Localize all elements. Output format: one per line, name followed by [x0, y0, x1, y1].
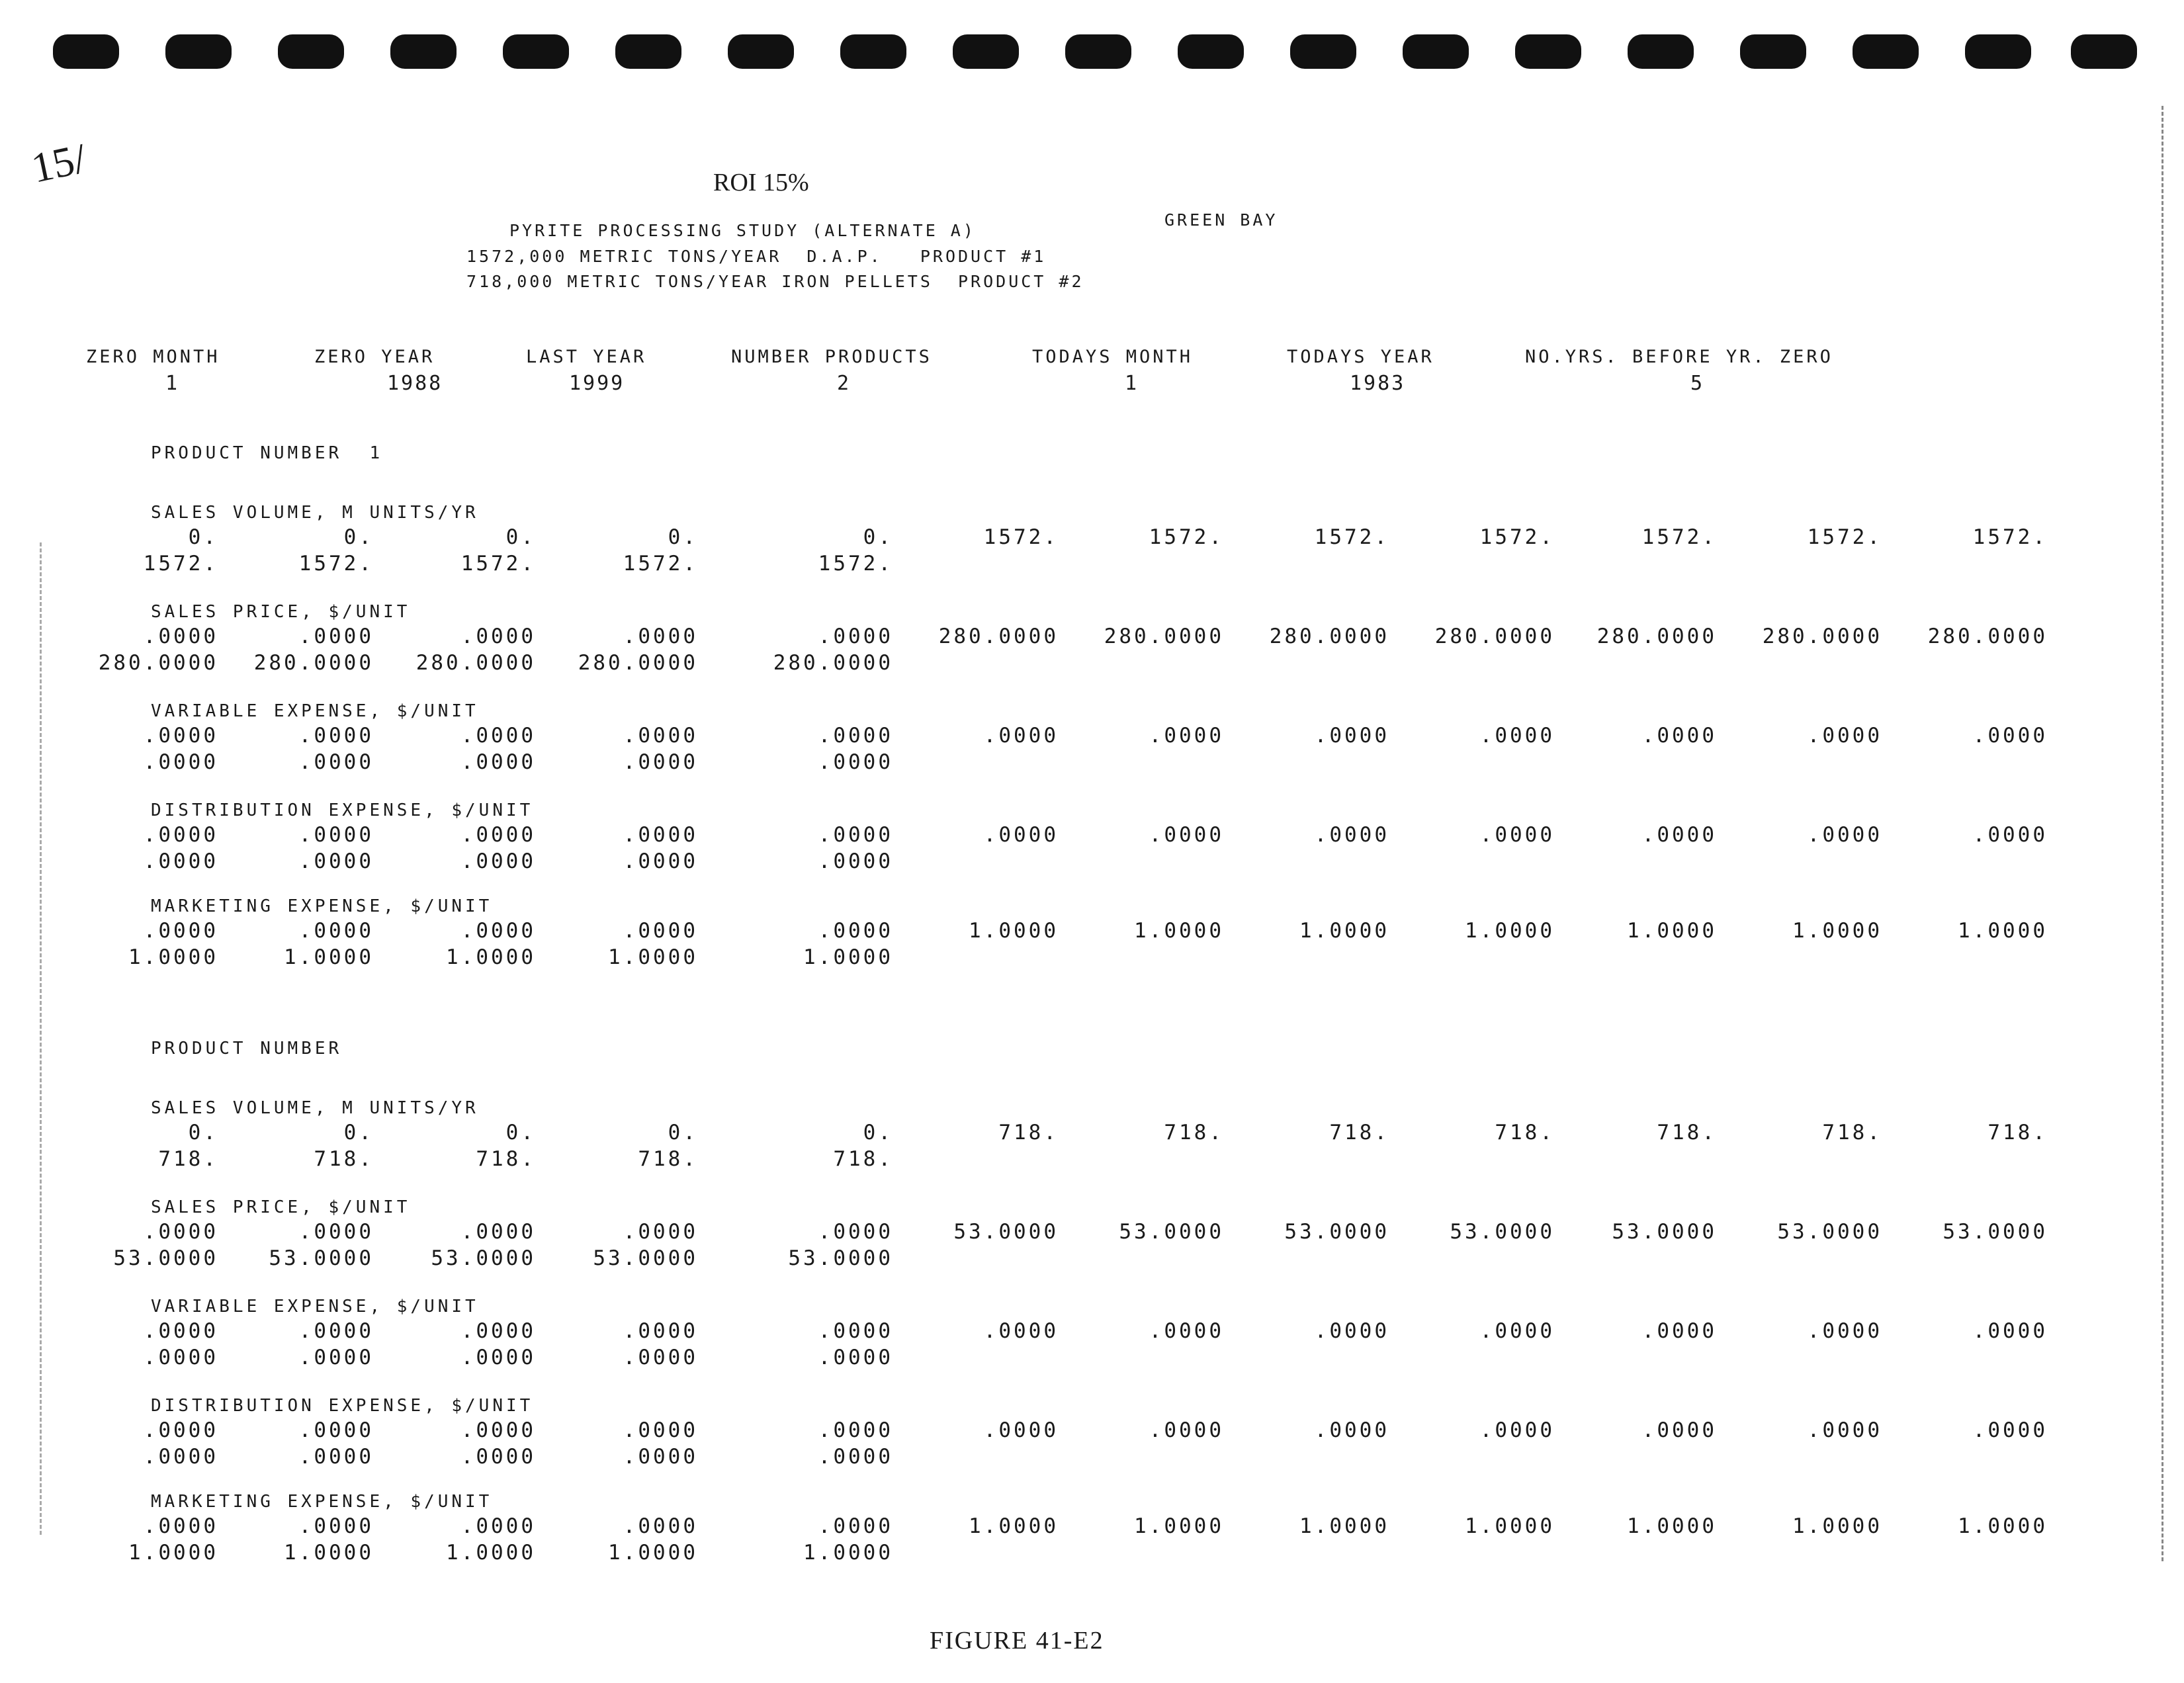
table-cell: .0000 [818, 823, 893, 847]
table-cell: .0000 [1479, 823, 1555, 847]
table-cell: 1572. [460, 552, 536, 576]
table-cell: .0000 [143, 1319, 218, 1343]
table-cell: .0000 [1149, 1319, 1224, 1343]
table-cell: 1.0000 [969, 919, 1059, 943]
table-cell: 1572. [1641, 525, 1717, 549]
table-cell: 280.0000 [415, 651, 536, 675]
table-cell: .0000 [1641, 823, 1717, 847]
table-cell: .0000 [460, 724, 536, 748]
table-cell: .0000 [143, 1445, 218, 1469]
table-cell: 1.0000 [1792, 1514, 1882, 1538]
table-cell: 1572. [1149, 525, 1224, 549]
table-cell: 718. [476, 1147, 536, 1171]
table-cell: .0000 [818, 1346, 893, 1369]
table-cell: 1.0000 [608, 945, 698, 969]
table-cell: .0000 [623, 823, 698, 847]
table-cell: 280.0000 [1596, 625, 1717, 648]
header-line: PYRITE PROCESSING STUDY (ALTERNATE A) [509, 221, 976, 240]
handwritten-page-mark: 15/ [27, 134, 91, 192]
table-cell: 1.0000 [128, 945, 218, 969]
table-cell: .0000 [983, 1319, 1059, 1343]
param-label: NUMBER PRODUCTS [731, 347, 932, 367]
table-cell: 280.0000 [773, 651, 893, 675]
table-cell: 1.0000 [1299, 1514, 1389, 1538]
table-cell: .0000 [1807, 1418, 1882, 1442]
table-cell: 0. [188, 1121, 218, 1144]
param-label: NO.YRS. BEFORE YR. ZERO [1525, 347, 1833, 367]
feed-hole [390, 34, 457, 69]
table-cell: .0000 [460, 1346, 536, 1369]
table-cell: .0000 [1149, 823, 1224, 847]
table-cell: .0000 [143, 823, 218, 847]
feed-hole [1740, 34, 1806, 69]
table-cell: 1.0000 [1465, 919, 1555, 943]
table-cell: .0000 [818, 849, 893, 873]
param-label: TODAYS YEAR [1287, 347, 1434, 367]
table-cell: 1.0000 [1299, 919, 1389, 943]
table-cell: .0000 [460, 750, 536, 774]
table-cell: .0000 [818, 625, 893, 648]
table-cell: .0000 [460, 1514, 536, 1538]
table-cell: 0. [188, 525, 218, 549]
table-cell: 1572. [983, 525, 1059, 549]
section-label: VARIABLE EXPENSE, $/UNIT [151, 701, 479, 721]
table-cell: 53.0000 [431, 1246, 536, 1270]
table-cell: .0000 [1314, 1319, 1389, 1343]
table-cell: 1572. [298, 552, 374, 576]
table-cell: .0000 [1641, 724, 1717, 748]
param-label: ZERO YEAR [314, 347, 435, 367]
table-cell: 1.0000 [803, 1541, 893, 1565]
table-cell: 0. [343, 1121, 374, 1144]
section-label: VARIABLE EXPENSE, $/UNIT [151, 1297, 479, 1316]
feed-hole [1965, 34, 2031, 69]
table-cell: .0000 [460, 823, 536, 847]
param-value: 5 [1690, 372, 1705, 395]
param-value: 2 [837, 372, 852, 395]
perforation-rail [40, 542, 44, 1535]
table-cell: 53.0000 [1284, 1220, 1389, 1244]
table-cell: .0000 [143, 919, 218, 943]
table-cell: 0. [863, 1121, 893, 1144]
product-title: PRODUCT NUMBER [151, 1039, 343, 1058]
table-cell: .0000 [298, 1319, 374, 1343]
param-label: TODAYS MONTH [1032, 347, 1194, 367]
table-cell: 0. [863, 525, 893, 549]
table-cell: 718. [1495, 1121, 1555, 1144]
table-cell: 280.0000 [1927, 625, 2048, 648]
table-cell: 1572. [143, 552, 218, 576]
table-cell: .0000 [1149, 1418, 1224, 1442]
header-line: 1572,000 METRIC TONS/YEAR D.A.P. PRODUCT #1 [466, 247, 1047, 266]
table-cell: .0000 [1807, 1319, 1882, 1343]
table-cell: .0000 [1641, 1319, 1717, 1343]
param-value: 1983 [1350, 372, 1406, 395]
table-cell: 1572. [1314, 525, 1389, 549]
table-cell: .0000 [1149, 724, 1224, 748]
table-cell: 53.0000 [593, 1246, 698, 1270]
table-cell: 1572. [818, 552, 893, 576]
table-cell: .0000 [298, 1514, 374, 1538]
table-cell: .0000 [460, 1418, 536, 1442]
table-cell: 1.0000 [1627, 1514, 1717, 1538]
table-cell: 718. [1657, 1121, 1717, 1144]
table-cell: 718. [1822, 1121, 1882, 1144]
table-cell: 718. [314, 1147, 374, 1171]
table-cell: 1.0000 [803, 945, 893, 969]
feed-hole [503, 34, 569, 69]
table-cell: 280.0000 [1762, 625, 1882, 648]
table-cell: .0000 [983, 823, 1059, 847]
table-cell: .0000 [1314, 1418, 1389, 1442]
feed-hole [278, 34, 344, 69]
table-cell: 0. [668, 1121, 698, 1144]
table-cell: .0000 [460, 1220, 536, 1244]
table-cell: .0000 [143, 1220, 218, 1244]
table-cell: 718. [1329, 1121, 1389, 1144]
table-cell: 53.0000 [953, 1220, 1059, 1244]
table-cell: 1.0000 [1627, 919, 1717, 943]
table-cell: .0000 [1479, 724, 1555, 748]
section-label: DISTRIBUTION EXPENSE, $/UNIT [151, 800, 534, 820]
report-title: ROI 15% [713, 169, 809, 196]
table-cell: 1.0000 [608, 1541, 698, 1565]
table-cell: .0000 [818, 1220, 893, 1244]
section-label: MARKETING EXPENSE, $/UNIT [151, 896, 493, 916]
table-cell: .0000 [298, 1346, 374, 1369]
table-cell: .0000 [460, 849, 536, 873]
feed-hole [1065, 34, 1131, 69]
product-title: PRODUCT NUMBER 1 [151, 443, 384, 463]
table-cell: 53.0000 [1612, 1220, 1717, 1244]
feed-hole [1290, 34, 1356, 69]
table-cell: .0000 [143, 1418, 218, 1442]
table-cell: 1572. [1972, 525, 2048, 549]
feed-hole [53, 34, 119, 69]
table-cell: .0000 [818, 724, 893, 748]
table-cell: .0000 [298, 1418, 374, 1442]
table-cell: .0000 [143, 1514, 218, 1538]
table-cell: .0000 [623, 1445, 698, 1469]
table-cell: 1.0000 [284, 945, 374, 969]
table-cell: .0000 [818, 1319, 893, 1343]
table-cell: .0000 [1807, 823, 1882, 847]
table-cell: .0000 [1479, 1319, 1555, 1343]
param-value: 1988 [387, 372, 443, 395]
table-cell: .0000 [623, 1220, 698, 1244]
table-cell: .0000 [818, 919, 893, 943]
table-cell: 53.0000 [1450, 1220, 1555, 1244]
table-cell: .0000 [623, 750, 698, 774]
table-cell: .0000 [1314, 823, 1389, 847]
table-cell: .0000 [1972, 724, 2048, 748]
table-cell: .0000 [1314, 724, 1389, 748]
param-value: 1 [1125, 372, 1139, 395]
table-cell: .0000 [623, 919, 698, 943]
table-cell: 280.0000 [1104, 625, 1224, 648]
section-label: SALES PRICE, $/UNIT [151, 602, 411, 622]
table-cell: .0000 [298, 919, 374, 943]
table-cell: .0000 [143, 1346, 218, 1369]
table-cell: 280.0000 [1269, 625, 1389, 648]
table-cell: .0000 [298, 849, 374, 873]
section-label: DISTRIBUTION EXPENSE, $/UNIT [151, 1396, 534, 1416]
table-cell: .0000 [818, 750, 893, 774]
table-cell: 280.0000 [1434, 625, 1555, 648]
table-cell: .0000 [143, 849, 218, 873]
table-cell: .0000 [623, 1319, 698, 1343]
table-cell: 1.0000 [1465, 1514, 1555, 1538]
table-cell: 280.0000 [253, 651, 374, 675]
tractor-feed-holes [0, 34, 2184, 71]
table-cell: .0000 [983, 724, 1059, 748]
table-cell: .0000 [298, 1445, 374, 1469]
table-cell: 0. [505, 1121, 536, 1144]
table-cell: .0000 [1479, 1418, 1555, 1442]
table-cell: .0000 [143, 724, 218, 748]
table-cell: 280.0000 [938, 625, 1059, 648]
table-cell: .0000 [298, 1220, 374, 1244]
table-cell: 718. [1164, 1121, 1224, 1144]
table-cell: 1.0000 [1958, 1514, 2048, 1538]
table-cell: 0. [668, 525, 698, 549]
table-cell: .0000 [298, 750, 374, 774]
table-cell: .0000 [818, 1514, 893, 1538]
table-cell: 1.0000 [1958, 919, 2048, 943]
section-label: SALES VOLUME, M UNITS/YR [151, 1098, 479, 1118]
table-cell: .0000 [1972, 1319, 2048, 1343]
table-cell: 53.0000 [113, 1246, 218, 1270]
table-cell: .0000 [623, 1514, 698, 1538]
table-cell: .0000 [1807, 724, 1882, 748]
table-cell: .0000 [298, 823, 374, 847]
feed-hole [615, 34, 681, 69]
feed-hole [953, 34, 1019, 69]
table-cell: 1.0000 [969, 1514, 1059, 1538]
table-cell: .0000 [818, 1445, 893, 1469]
table-cell: .0000 [298, 724, 374, 748]
section-label: MARKETING EXPENSE, $/UNIT [151, 1492, 493, 1512]
location-label: GREEN BAY [1164, 210, 1278, 230]
perforation-rail [2162, 106, 2165, 1561]
table-cell: 1.0000 [1134, 1514, 1224, 1538]
feed-hole [1403, 34, 1469, 69]
table-cell: 0. [343, 525, 374, 549]
figure-caption: FIGURE 41-E2 [930, 1627, 1104, 1655]
table-cell: 1.0000 [446, 945, 536, 969]
table-cell: 718. [158, 1147, 218, 1171]
feed-hole [165, 34, 232, 69]
section-label: SALES VOLUME, M UNITS/YR [151, 503, 479, 523]
table-cell: .0000 [1972, 823, 2048, 847]
feed-hole [840, 34, 906, 69]
table-cell: .0000 [1972, 1418, 2048, 1442]
table-cell: .0000 [623, 625, 698, 648]
table-cell: 718. [1987, 1121, 2048, 1144]
table-cell: .0000 [818, 1418, 893, 1442]
feed-hole [1628, 34, 1694, 69]
table-cell: 718. [833, 1147, 893, 1171]
table-cell: .0000 [983, 1418, 1059, 1442]
table-cell: 1.0000 [1134, 919, 1224, 943]
table-cell: 1.0000 [128, 1541, 218, 1565]
table-cell: 53.0000 [1119, 1220, 1224, 1244]
feed-hole [2071, 34, 2137, 69]
feed-hole [1515, 34, 1581, 69]
section-label: SALES PRICE, $/UNIT [151, 1197, 411, 1217]
table-cell: .0000 [460, 1445, 536, 1469]
table-cell: .0000 [298, 625, 374, 648]
table-cell: .0000 [623, 849, 698, 873]
table-cell: 53.0000 [1777, 1220, 1882, 1244]
feed-hole [1853, 34, 1919, 69]
table-cell: 1572. [623, 552, 698, 576]
table-cell: 718. [638, 1147, 698, 1171]
table-cell: 53.0000 [269, 1246, 374, 1270]
table-cell: 53.0000 [788, 1246, 893, 1270]
header-line: 718,000 METRIC TONS/YEAR IRON PELLETS PRODUCT #2 [466, 272, 1084, 291]
table-cell: .0000 [460, 1319, 536, 1343]
table-cell: .0000 [623, 1418, 698, 1442]
table-cell: .0000 [460, 919, 536, 943]
table-cell: .0000 [143, 750, 218, 774]
feed-hole [728, 34, 794, 69]
table-cell: 718. [998, 1121, 1059, 1144]
table-cell: .0000 [143, 625, 218, 648]
table-cell: 1.0000 [1792, 919, 1882, 943]
table-cell: .0000 [1641, 1418, 1717, 1442]
table-cell: 1572. [1479, 525, 1555, 549]
table-cell: 1572. [1807, 525, 1882, 549]
table-cell: 280.0000 [578, 651, 698, 675]
table-cell: 1.0000 [284, 1541, 374, 1565]
table-cell: .0000 [460, 625, 536, 648]
table-cell: 1.0000 [446, 1541, 536, 1565]
table-cell: .0000 [623, 1346, 698, 1369]
param-value: 1999 [569, 372, 625, 395]
table-cell: 53.0000 [1943, 1220, 2048, 1244]
param-label: ZERO MONTH [86, 347, 220, 367]
feed-hole [1178, 34, 1244, 69]
param-label: LAST YEAR [526, 347, 647, 367]
param-value: 1 [165, 372, 180, 395]
table-cell: 280.0000 [98, 651, 218, 675]
table-cell: 0. [505, 525, 536, 549]
table-cell: .0000 [623, 724, 698, 748]
